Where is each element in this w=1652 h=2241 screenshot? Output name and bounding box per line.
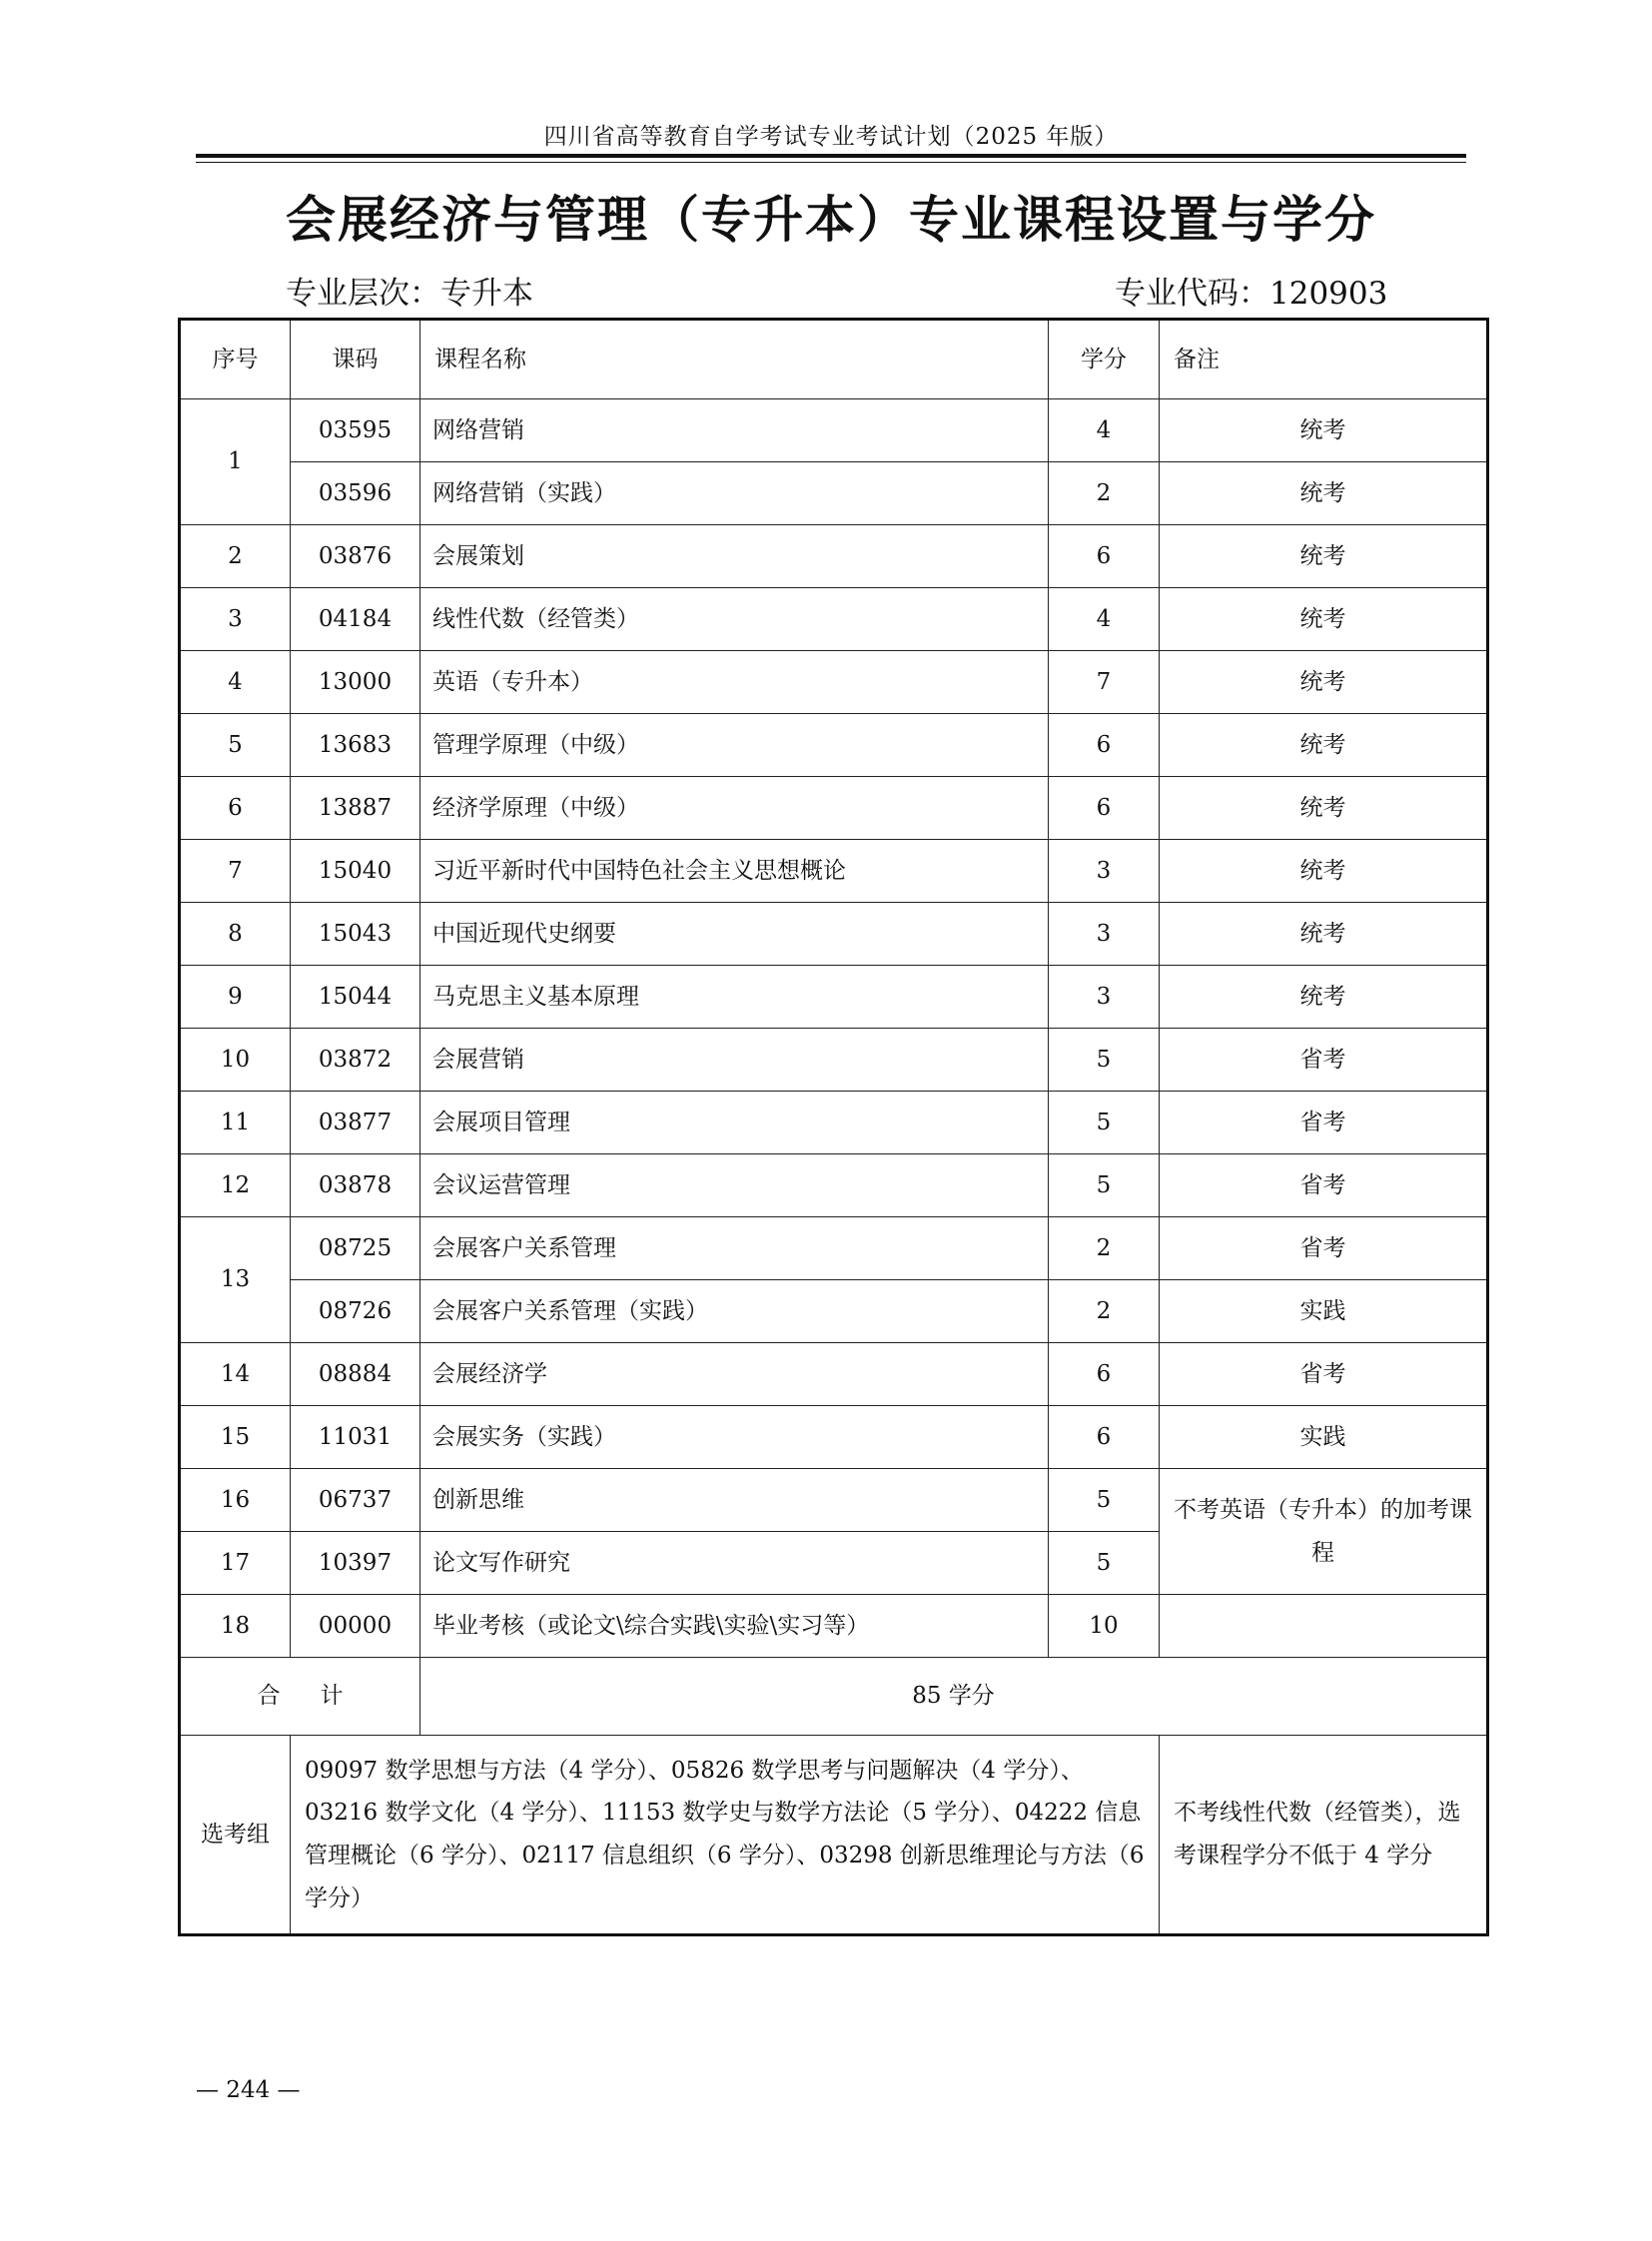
cell-name: 论文写作研究 (420, 1532, 1049, 1595)
cell-name: 创新思维 (420, 1469, 1049, 1532)
cell-no: 5 (180, 714, 291, 777)
table-row (180, 777, 1488, 840)
cell-no: 11 (180, 1092, 291, 1154)
table-row (180, 525, 1488, 588)
header-credits: 学分 (1049, 320, 1160, 399)
cell-credits: 5 (1049, 1092, 1160, 1154)
cell-note: 省考 (1160, 1154, 1488, 1217)
cell-note: 统考 (1160, 462, 1488, 525)
cell-no: 15 (180, 1406, 291, 1469)
cell-name: 会展策划 (420, 525, 1049, 588)
cell-name: 网络营销（实践） (420, 462, 1049, 525)
cell-no: 4 (180, 651, 291, 714)
page-number: — 244 — (196, 2077, 301, 2103)
cell-credits: 2 (1049, 1280, 1160, 1343)
header-name: 课程名称 (420, 320, 1049, 399)
cell-credits: 4 (1049, 588, 1160, 651)
table-row (180, 1469, 1488, 1532)
cell-no: 6 (180, 777, 291, 840)
major-code-label: 专业代码： (1115, 276, 1269, 312)
cell-note: 统考 (1160, 777, 1488, 840)
cell-name: 会展实务（实践） (420, 1406, 1049, 1469)
cell-note: 省考 (1160, 1343, 1488, 1406)
cell-name: 会展经济学 (420, 1343, 1049, 1406)
cell-code: 03877 (291, 1092, 420, 1154)
cell-credits: 2 (1049, 1217, 1160, 1280)
cell-code: 03596 (291, 462, 420, 525)
cell-credits: 6 (1049, 525, 1160, 588)
cell-no: 17 (180, 1532, 291, 1595)
cell-no: 10 (180, 1029, 291, 1092)
cell-no: 16 (180, 1469, 291, 1532)
cell-no: 1 (180, 399, 291, 525)
total-label (180, 1658, 420, 1736)
cell-note-extra-course: 不考英语（专升本）的加考课程 (1160, 1469, 1488, 1595)
cell-note (1160, 1595, 1488, 1658)
cell-credits: 7 (1049, 651, 1160, 714)
cell-note: 统考 (1160, 588, 1488, 651)
table-row (180, 588, 1488, 651)
table-row (180, 399, 1488, 462)
cell-name: 英语（专升本） (420, 651, 1049, 714)
table-row (180, 1217, 1488, 1280)
cell-credits: 3 (1049, 966, 1160, 1029)
table-row (180, 1029, 1488, 1092)
cell-credits: 6 (1049, 714, 1160, 777)
cell-code: 08884 (291, 1343, 420, 1406)
cell-no: 9 (180, 966, 291, 1029)
table-row (180, 1406, 1488, 1469)
cell-note: 统考 (1160, 651, 1488, 714)
cell-no: 14 (180, 1343, 291, 1406)
cell-code: 06737 (291, 1469, 420, 1532)
total-value: 85 学分 (420, 1658, 1488, 1736)
cell-name: 会展客户关系管理（实践） (420, 1280, 1049, 1343)
cell-no: 12 (180, 1154, 291, 1217)
table-row (180, 1154, 1488, 1217)
table-row (180, 651, 1488, 714)
cell-name: 中国近现代史纲要 (420, 903, 1049, 966)
table-row (180, 966, 1488, 1029)
cell-code: 03878 (291, 1154, 420, 1217)
cell-note: 统考 (1160, 840, 1488, 903)
cell-no: 18 (180, 1595, 291, 1658)
cell-code: 10397 (291, 1532, 420, 1595)
cell-name: 马克思主义基本原理 (420, 966, 1049, 1029)
table-row (180, 1343, 1488, 1406)
course-table (178, 318, 1489, 1936)
cell-name: 管理学原理（中级） (420, 714, 1049, 777)
cell-name: 网络营销 (420, 399, 1049, 462)
cell-note: 省考 (1160, 1029, 1488, 1092)
elective-note: 不考线性代数（经管类），选考课程学分不低于 4 学分 (1160, 1736, 1488, 1935)
cell-code: 03872 (291, 1029, 420, 1092)
cell-credits: 10 (1049, 1595, 1160, 1658)
table-row (180, 840, 1488, 903)
header-note: 备注 (1160, 320, 1488, 399)
cell-credits: 5 (1049, 1469, 1160, 1532)
major-level (286, 268, 533, 313)
cell-name: 会议运营管理 (420, 1154, 1049, 1217)
cell-credits: 4 (1049, 399, 1160, 462)
cell-name: 经济学原理（中级） (420, 777, 1049, 840)
elective-row (180, 1736, 1488, 1935)
cell-credits: 5 (1049, 1029, 1160, 1092)
cell-code: 13000 (291, 651, 420, 714)
table-row (180, 1595, 1488, 1658)
total-label-text: 合计 (257, 1683, 344, 1710)
header-rule-thin (196, 162, 1466, 163)
major-level-label: 专业层次： (286, 276, 440, 312)
cell-code: 08726 (291, 1280, 420, 1343)
cell-code: 15044 (291, 966, 420, 1029)
cell-name: 会展营销 (420, 1029, 1049, 1092)
cell-code: 04184 (291, 588, 420, 651)
page-title: 会展经济与管理（专升本）专业课程设置与学分 (286, 191, 1376, 249)
table-row (180, 1092, 1488, 1154)
cell-no: 13 (180, 1217, 291, 1343)
cell-name: 线性代数（经管类） (420, 588, 1049, 651)
header-rule (196, 154, 1466, 158)
cell-code: 13683 (291, 714, 420, 777)
cell-code: 15043 (291, 903, 420, 966)
cell-name: 习近平新时代中国特色社会主义思想概论 (420, 840, 1049, 903)
table-row (180, 903, 1488, 966)
header-no: 序号 (180, 320, 291, 399)
cell-note: 统考 (1160, 714, 1488, 777)
cell-code: 11031 (291, 1406, 420, 1469)
table-row (180, 714, 1488, 777)
table-row (180, 1280, 1488, 1343)
elective-courses: 09097 数学思想与方法（4 学分）、05826 数学思考与问题解决（4 学分）、03216 数学文化（4 学分）、11153 数学史与数学方法论（5 学分）、04222 信息管理概论（6 学分）、02117 信息组织（6 学分）、03298 创新思维理论与方法（6 学分） (291, 1736, 1160, 1935)
cell-code: 03595 (291, 399, 420, 462)
cell-note: 实践 (1160, 1280, 1488, 1343)
cell-credits: 6 (1049, 777, 1160, 840)
table-header-row (180, 320, 1488, 399)
cell-name: 会展客户关系管理 (420, 1217, 1049, 1280)
header-code: 课码 (291, 320, 420, 399)
cell-note: 统考 (1160, 903, 1488, 966)
cell-credits: 6 (1049, 1343, 1160, 1406)
cell-note: 统考 (1160, 525, 1488, 588)
major-code-value: 120903 (1269, 276, 1388, 312)
cell-name: 会展项目管理 (420, 1092, 1049, 1154)
cell-code: 13887 (291, 777, 420, 840)
cell-no: 8 (180, 903, 291, 966)
total-row (180, 1658, 1488, 1736)
cell-note: 省考 (1160, 1217, 1488, 1280)
major-code (1115, 268, 1387, 313)
cell-credits: 5 (1049, 1154, 1160, 1217)
table-row (180, 462, 1488, 525)
cell-code: 08725 (291, 1217, 420, 1280)
cell-note: 省考 (1160, 1092, 1488, 1154)
cell-note: 实践 (1160, 1406, 1488, 1469)
cell-credits: 3 (1049, 903, 1160, 966)
running-header: 四川省高等教育自学考试专业考试计划（2025 年版） (543, 124, 1119, 150)
cell-credits: 2 (1049, 462, 1160, 525)
cell-code: 00000 (291, 1595, 420, 1658)
cell-code: 03876 (291, 525, 420, 588)
cell-credits: 6 (1049, 1406, 1160, 1469)
cell-name: 毕业考核（或论文\综合实践\实验\实习等） (420, 1595, 1049, 1658)
cell-credits: 3 (1049, 840, 1160, 903)
cell-no: 3 (180, 588, 291, 651)
cell-note: 统考 (1160, 399, 1488, 462)
cell-no: 2 (180, 525, 291, 588)
cell-no: 7 (180, 840, 291, 903)
cell-code: 15040 (291, 840, 420, 903)
cell-note: 统考 (1160, 966, 1488, 1029)
cell-credits: 5 (1049, 1532, 1160, 1595)
major-level-value: 专升本 (440, 276, 533, 312)
elective-label: 选考组 (180, 1736, 291, 1935)
